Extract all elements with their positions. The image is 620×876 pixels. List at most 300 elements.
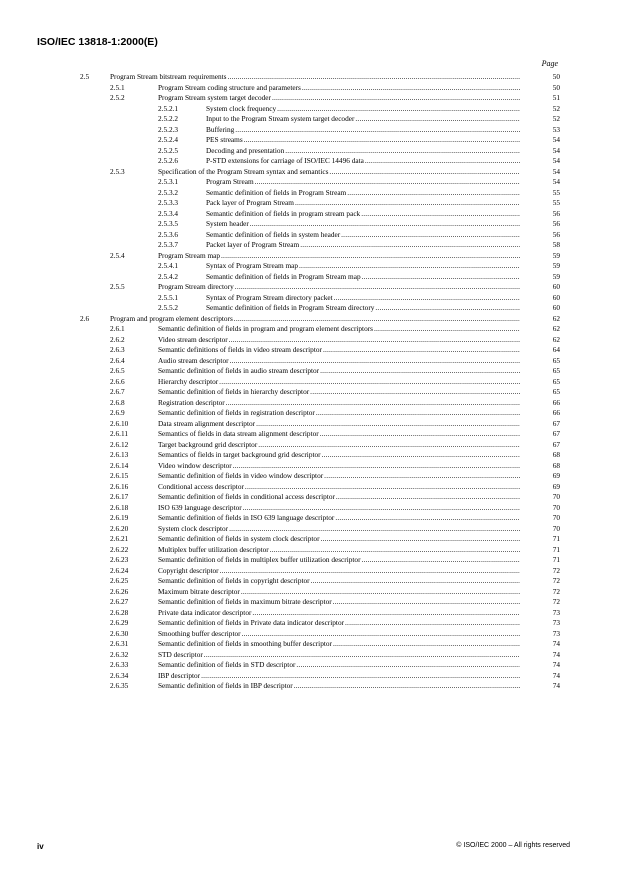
toc-entry-title-wrap — [158, 576, 520, 587]
toc-entry[interactable] — [80, 356, 560, 367]
toc-entry[interactable] — [80, 261, 560, 272]
toc-entry-page: 67 — [552, 429, 560, 438]
toc-entry-page: 72 — [552, 586, 560, 596]
toc-entry-number: 2.6.19 — [110, 513, 129, 522]
toc-entry-number: 2.6.2 — [110, 334, 125, 344]
toc-entry-title: Conditional access descriptor — [158, 481, 244, 491]
toc-entry-title-wrap — [158, 503, 520, 514]
toc-entry[interactable] — [80, 639, 560, 650]
toc-entry-page: 67 — [552, 439, 560, 449]
toc-entry-page: 71 — [552, 555, 560, 564]
toc-entry-page: 71 — [552, 544, 560, 554]
toc-entry-title-wrap — [158, 492, 520, 503]
table-of-contents — [80, 72, 560, 692]
toc-entry-title-wrap — [158, 629, 520, 640]
toc-entry-title: IBP descriptor — [158, 670, 201, 680]
toc-dot-leader — [256, 419, 520, 430]
toc-entry-title: System clock descriptor — [158, 523, 229, 533]
toc-entry-title-wrap — [158, 324, 520, 335]
toc-entry-title-wrap — [158, 398, 520, 409]
toc-dot-leader — [243, 503, 520, 514]
toc-entry[interactable] — [80, 618, 560, 629]
toc-entry-title: Semantic definition of fields in Program Stream map — [206, 271, 361, 281]
toc-entry[interactable] — [80, 104, 560, 115]
toc-entry-title: System header — [206, 219, 249, 228]
toc-entry-number: 2.5.4.1 — [158, 261, 179, 270]
toc-entry-title-wrap — [158, 93, 520, 104]
toc-entry-title-wrap — [206, 135, 520, 146]
toc-dot-leader — [241, 587, 520, 598]
toc-entry[interactable] — [80, 482, 560, 493]
toc-entry[interactable] — [80, 303, 560, 314]
toc-entry[interactable] — [80, 650, 560, 661]
toc-entry-number: 2.5.3.7 — [158, 240, 179, 249]
toc-entry-page: 52 — [552, 114, 560, 123]
toc-entry-page: 59 — [552, 271, 560, 281]
toc-entry-page: 66 — [552, 397, 560, 407]
toc-entry-number: 2.6.12 — [110, 439, 129, 449]
toc-entry-title: Maximum bitrate descriptor — [158, 586, 240, 596]
toc-entry-page: 58 — [552, 240, 560, 249]
toc-entry-number: 2.6.28 — [110, 607, 129, 617]
toc-entry-page: 51 — [552, 93, 560, 102]
toc-entry[interactable] — [80, 83, 560, 94]
toc-entry-page: 69 — [552, 471, 560, 480]
toc-entry[interactable] — [80, 177, 560, 188]
toc-entry-page: 54 — [552, 135, 560, 144]
toc-dot-leader — [334, 293, 520, 304]
toc-entry-title: Target background grid descriptor — [158, 439, 258, 449]
toc-entry-title-wrap — [158, 408, 520, 419]
toc-entry[interactable] — [80, 219, 560, 230]
toc-entry-page: 59 — [552, 261, 560, 270]
toc-dot-leader — [321, 534, 520, 545]
toc-dot-leader — [365, 156, 520, 167]
toc-entry-title-wrap — [206, 104, 520, 115]
toc-entry-title-wrap — [158, 461, 520, 472]
toc-entry[interactable] — [80, 492, 560, 503]
toc-entry-title: Program Stream coding structure and parameters — [158, 82, 301, 92]
toc-entry-page: 70 — [552, 502, 560, 512]
toc-dot-leader — [294, 681, 520, 692]
toc-entry[interactable] — [80, 471, 560, 482]
toc-entry-title-wrap — [158, 450, 520, 461]
toc-entry[interactable] — [80, 440, 560, 451]
toc-entry-title: Semantic definition of fields in hierarchy descriptor — [158, 387, 310, 396]
toc-entry-number: 2.6.22 — [110, 544, 129, 554]
toc-entry-number: 2.6 — [80, 313, 90, 323]
toc-entry[interactable] — [80, 576, 560, 587]
toc-entry-title: Video stream descriptor — [158, 334, 228, 344]
toc-entry[interactable] — [80, 345, 560, 356]
toc-dot-leader — [235, 125, 520, 136]
toc-dot-leader — [347, 188, 520, 199]
toc-entry-number: 2.5.2.1 — [158, 103, 179, 113]
toc-entry-number: 2.6.10 — [110, 418, 129, 428]
toc-entry-title-wrap — [158, 608, 520, 619]
toc-entry-number: 2.5.5 — [110, 282, 125, 291]
toc-entry-page: 60 — [552, 292, 560, 302]
toc-entry-number: 2.6.21 — [110, 534, 129, 543]
toc-entry[interactable] — [80, 398, 560, 409]
toc-entry-number: 2.6.15 — [110, 471, 129, 480]
toc-entry[interactable] — [80, 524, 560, 535]
toc-entry[interactable] — [80, 555, 560, 566]
toc-entry-page: 65 — [552, 387, 560, 396]
toc-entry-title: Semantic definition of fields in system clock descriptor — [158, 534, 320, 543]
toc-entry-title: Multiplex buffer utilization descriptor — [158, 544, 269, 554]
toc-entry-title-wrap — [206, 177, 520, 188]
toc-dot-leader — [233, 461, 520, 472]
toc-entry-page: 54 — [552, 177, 560, 186]
toc-entry-title-wrap — [158, 650, 520, 661]
toc-entry-title-wrap — [158, 83, 520, 94]
toc-entry-title: Copyright descriptor — [158, 565, 219, 575]
toc-entry-page: 74 — [552, 639, 560, 648]
toc-entry-page: 68 — [552, 460, 560, 470]
toc-entry-page: 55 — [552, 198, 560, 207]
toc-entry-title-wrap — [206, 209, 520, 220]
toc-dot-leader — [320, 429, 520, 440]
toc-entry-page: 62 — [552, 334, 560, 344]
toc-entry[interactable] — [80, 72, 560, 83]
toc-entry-title-wrap — [158, 681, 520, 692]
toc-entry-page: 60 — [552, 303, 560, 312]
toc-entry-title: Semantic definition of fields in IBP descriptor — [158, 681, 293, 690]
toc-entry-title: Buffering — [206, 124, 235, 134]
toc-entry-title-wrap — [158, 597, 520, 608]
toc-dot-leader — [277, 104, 520, 115]
toc-dot-leader — [285, 146, 520, 157]
toc-entry-number: 2.6.24 — [110, 565, 129, 575]
toc-entry-number: 2.5.4 — [110, 250, 125, 260]
toc-entry-title-wrap — [206, 219, 520, 230]
toc-entry-title-wrap — [158, 356, 520, 367]
toc-dot-leader — [244, 135, 520, 146]
toc-entry-number: 2.6.34 — [110, 670, 129, 680]
toc-entry[interactable] — [80, 545, 560, 556]
toc-dot-leader — [316, 408, 520, 419]
toc-entry-title: Private data indicator descriptor — [158, 607, 252, 617]
toc-entry[interactable] — [80, 534, 560, 545]
toc-entry-title: Program Stream system target decoder — [158, 93, 271, 102]
toc-entry[interactable] — [80, 608, 560, 619]
toc-entry-page: 69 — [552, 481, 560, 491]
toc-entry-page: 70 — [552, 513, 560, 522]
toc-entry-page: 74 — [552, 670, 560, 680]
toc-entry-page: 73 — [552, 607, 560, 617]
toc-entry[interactable] — [80, 282, 560, 293]
toc-entry-title-wrap — [158, 671, 520, 682]
toc-entry-title: Semantic definition of fields in maximum bitrate descriptor — [158, 597, 332, 606]
toc-entry-title: Semantic definition of fields in program stream pack — [206, 208, 361, 218]
toc-dot-leader — [375, 303, 520, 314]
toc-entry-title-wrap — [206, 230, 520, 241]
toc-entry-number: 2.6.3 — [110, 345, 125, 354]
toc-dot-leader — [242, 629, 520, 640]
toc-entry-title: Semantic definition of fields in audio stream descriptor — [158, 366, 320, 375]
toc-entry-title-wrap — [158, 377, 520, 388]
toc-entry-title: Syntax of Program Stream directory packet — [206, 292, 333, 302]
toc-entry[interactable] — [80, 681, 560, 692]
toc-entry[interactable] — [80, 503, 560, 514]
toc-dot-leader — [345, 618, 520, 629]
toc-entry-title-wrap — [158, 387, 520, 398]
toc-entry-page: 56 — [552, 208, 560, 218]
toc-entry[interactable] — [80, 366, 560, 377]
toc-entry-title: Smoothing buffer descriptor — [158, 628, 241, 638]
toc-entry-number: 2.6.6 — [110, 376, 125, 386]
toc-entry-title-wrap — [158, 660, 520, 671]
toc-entry[interactable] — [80, 387, 560, 398]
toc-entry-title-wrap — [206, 240, 520, 251]
toc-entry-page: 72 — [552, 597, 560, 606]
toc-entry-title-wrap — [158, 639, 520, 650]
toc-entry-page: 62 — [552, 313, 560, 323]
toc-entry-page: 54 — [552, 156, 560, 165]
toc-entry-number: 2.6.20 — [110, 523, 129, 533]
toc-entry-page: 56 — [552, 229, 560, 239]
toc-entry-number: 2.6.26 — [110, 586, 129, 596]
toc-entry[interactable] — [80, 146, 560, 157]
toc-dot-leader — [310, 387, 520, 398]
toc-entry-title: Semantics of fields in data stream alignment descriptor — [158, 429, 319, 438]
toc-entry-number: 2.6.13 — [110, 450, 129, 459]
toc-entry-number: 2.6.1 — [110, 324, 125, 333]
copyright-notice: © ISO/IEC 2000 – All rights reserved — [456, 842, 570, 849]
toc-entry-title: Semantic definition of fields in Program Stream directory — [206, 303, 375, 312]
toc-entry-title-wrap — [158, 366, 520, 377]
toc-entry-title: P-STD extensions for carriage of ISO/IEC 14496 data — [206, 156, 364, 165]
toc-entry-title-wrap — [206, 293, 520, 304]
toc-entry-number: 2.5.2 — [110, 93, 125, 102]
toc-entry-title-wrap — [158, 429, 520, 440]
toc-entry-page: 65 — [552, 355, 560, 365]
toc-entry-title-wrap — [110, 314, 520, 325]
toc-entry-title-wrap — [110, 72, 520, 83]
toc-entry-title: Semantic definition of fields in STD descriptor — [158, 660, 296, 669]
toc-entry[interactable] — [80, 429, 560, 440]
toc-entry[interactable] — [80, 167, 560, 178]
toc-entry-number: 2.5.2.6 — [158, 156, 179, 165]
toc-entry[interactable] — [80, 324, 560, 335]
toc-entry-page: 62 — [552, 324, 560, 333]
toc-dot-leader — [270, 545, 520, 556]
toc-entry-title-wrap — [158, 524, 520, 535]
toc-entry[interactable] — [80, 114, 560, 125]
toc-entry-title: System clock frequency — [206, 103, 277, 113]
toc-dot-leader — [229, 335, 520, 346]
toc-entry-page: 50 — [552, 72, 560, 81]
toc-entry-page: 73 — [552, 628, 560, 638]
toc-dot-leader — [361, 209, 520, 220]
toc-entry-page: 52 — [552, 103, 560, 113]
toc-entry[interactable] — [80, 629, 560, 640]
toc-entry-number: 2.6.9 — [110, 408, 125, 417]
toc-entry[interactable] — [80, 660, 560, 671]
toc-entry[interactable] — [80, 419, 560, 430]
toc-entry-title: Decoding and presentation — [206, 145, 285, 155]
toc-entry-number: 2.6.23 — [110, 555, 129, 564]
toc-entry-title: Program Stream — [206, 177, 254, 186]
document-id: ISO/IEC 13818-1:2000(E) — [37, 36, 158, 48]
toc-entry-title-wrap — [158, 545, 520, 556]
toc-entry[interactable] — [80, 188, 560, 199]
toc-entry-title-wrap — [158, 282, 520, 293]
toc-entry[interactable] — [80, 125, 560, 136]
toc-dot-leader — [201, 671, 520, 682]
toc-dot-leader — [374, 324, 520, 335]
toc-entry-title: Video window descriptor — [158, 460, 232, 470]
toc-entry-page: 60 — [552, 282, 560, 291]
toc-entry-number: 2.6.33 — [110, 660, 129, 669]
toc-entry-title: Data stream alignment descriptor — [158, 418, 256, 428]
toc-entry-number: 2.5.3.5 — [158, 219, 179, 228]
toc-entry[interactable] — [80, 230, 560, 241]
toc-entry-title-wrap — [158, 482, 520, 493]
toc-entry-number: 2.6.17 — [110, 492, 129, 501]
toc-entry-number: 2.6.29 — [110, 618, 129, 627]
toc-entry[interactable] — [80, 293, 560, 304]
toc-entry-page: 50 — [552, 82, 560, 92]
toc-entry-title: Semantic definition of fields in video window descriptor — [158, 471, 324, 480]
toc-entry[interactable] — [80, 597, 560, 608]
toc-entry-title: Semantic definition of fields in smoothing buffer descriptor — [158, 639, 332, 648]
toc-entry[interactable] — [80, 198, 560, 209]
toc-dot-leader — [333, 597, 520, 608]
toc-entry-title: Semantic definition of fields in Program Stream — [206, 187, 347, 197]
toc-entry[interactable] — [80, 335, 560, 346]
toc-entry-title: Semantics of fields in target background grid descriptor — [158, 450, 321, 459]
toc-entry-title: Program Stream map — [158, 250, 221, 260]
toc-dot-leader — [329, 167, 520, 178]
toc-entry-page: 72 — [552, 576, 560, 585]
toc-entry-title: Semantic definition of fields in system header — [206, 229, 341, 239]
toc-entry[interactable] — [80, 566, 560, 577]
toc-dot-leader — [333, 639, 520, 650]
toc-entry-number: 2.6.31 — [110, 639, 129, 648]
toc-entry[interactable] — [80, 314, 560, 325]
toc-entry-title-wrap — [158, 471, 520, 482]
toc-entry[interactable] — [80, 272, 560, 283]
toc-entry-title: Audio stream descriptor — [158, 355, 229, 365]
toc-entry-title-wrap — [158, 345, 520, 356]
toc-entry-title: Program Stream bitstream requirements — [110, 72, 227, 81]
toc-dot-leader — [229, 524, 520, 535]
toc-entry-page: 64 — [552, 345, 560, 354]
toc-entry[interactable] — [80, 93, 560, 104]
toc-entry[interactable] — [80, 587, 560, 598]
toc-entry-title: Semantic definition of fields in ISO 639 language descriptor — [158, 513, 335, 522]
toc-entry-page: 54 — [552, 166, 560, 176]
toc-entry[interactable] — [80, 209, 560, 220]
toc-entry[interactable] — [80, 377, 560, 388]
toc-entry-number: 2.6.14 — [110, 460, 129, 470]
toc-entry-title: Program Stream directory — [158, 282, 234, 291]
toc-entry-title: Semantic definition of fields in multiplex buffer utilization descriptor — [158, 555, 361, 564]
toc-dot-leader — [322, 450, 520, 461]
toc-entry[interactable] — [80, 513, 560, 524]
toc-dot-leader — [295, 198, 520, 209]
toc-entry-page: 55 — [552, 187, 560, 197]
toc-dot-leader — [355, 114, 520, 125]
toc-entry-title: Semantic definition of fields in Private data indicator descriptor — [158, 618, 345, 627]
toc-dot-leader — [320, 366, 520, 377]
toc-entry-title-wrap — [206, 156, 520, 167]
toc-entry-number: 2.5.2.3 — [158, 124, 179, 134]
toc-entry-number: 2.6.25 — [110, 576, 129, 585]
toc-dot-leader — [300, 240, 520, 251]
toc-entry-title-wrap — [158, 167, 520, 178]
toc-entry[interactable] — [80, 135, 560, 146]
toc-entry-number: 2.5.3.2 — [158, 187, 179, 197]
toc-dot-leader — [362, 272, 520, 283]
toc-dot-leader — [311, 576, 520, 587]
toc-entry[interactable] — [80, 156, 560, 167]
toc-entry-title: Input to the Program Stream system target decoder — [206, 114, 355, 123]
toc-entry[interactable] — [80, 251, 560, 262]
toc-entry[interactable] — [80, 671, 560, 682]
page-numeral: iv — [37, 842, 44, 851]
toc-entry-number: 2.5.5.1 — [158, 292, 179, 302]
toc-entry-title: ISO 639 language descriptor — [158, 502, 242, 512]
toc-entry-number: 2.5.3.3 — [158, 198, 179, 207]
toc-entry-title: Hierarchy descriptor — [158, 376, 219, 386]
toc-entry[interactable] — [80, 408, 560, 419]
toc-entry-number: 2.6.27 — [110, 597, 129, 606]
toc-entry-number: 2.6.30 — [110, 628, 129, 638]
toc-entry-title-wrap — [158, 251, 520, 262]
toc-dot-leader — [302, 83, 520, 94]
toc-entry-number: 2.6.5 — [110, 366, 125, 375]
toc-entry-title-wrap — [158, 513, 520, 524]
toc-entry[interactable] — [80, 461, 560, 472]
toc-entry[interactable] — [80, 450, 560, 461]
toc-entry-title-wrap — [206, 125, 520, 136]
toc-dot-leader — [221, 251, 520, 262]
toc-entry-title-wrap — [206, 303, 520, 314]
toc-dot-leader — [235, 282, 520, 293]
toc-dot-leader — [258, 440, 520, 451]
toc-dot-leader — [272, 93, 520, 104]
toc-entry[interactable] — [80, 240, 560, 251]
toc-entry-title: Syntax of Program Stream map — [206, 261, 299, 270]
toc-dot-leader — [250, 219, 520, 230]
toc-dot-leader — [335, 513, 520, 524]
toc-dot-leader — [323, 345, 520, 356]
toc-entry-title: Specification of the Program Stream syntax and semantics — [158, 166, 329, 176]
toc-entry-page: 74 — [552, 681, 560, 690]
toc-entry-title-wrap — [158, 534, 520, 545]
toc-entry-title: STD descriptor — [158, 649, 203, 659]
toc-dot-leader — [255, 177, 520, 188]
toc-entry-page: 74 — [552, 660, 560, 669]
toc-entry-title: Semantic definition of fields in copyright descriptor — [158, 576, 310, 585]
toc-entry-page: 66 — [552, 408, 560, 417]
toc-entry-number: 2.6.4 — [110, 355, 125, 365]
toc-entry-title-wrap — [158, 335, 520, 346]
toc-entry-title-wrap — [206, 188, 520, 199]
toc-entry-page: 67 — [552, 418, 560, 428]
toc-entry-number: 2.5.4.2 — [158, 271, 179, 281]
toc-entry-title: Semantic definitions of fields in video stream descriptor — [158, 345, 322, 354]
toc-entry-number: 2.6.8 — [110, 397, 125, 407]
toc-entry-title-wrap — [206, 146, 520, 157]
toc-entry-number: 2.6.16 — [110, 481, 129, 491]
toc-entry-page: 54 — [552, 145, 560, 155]
toc-entry-title-wrap — [206, 198, 520, 209]
toc-dot-leader — [324, 471, 520, 482]
